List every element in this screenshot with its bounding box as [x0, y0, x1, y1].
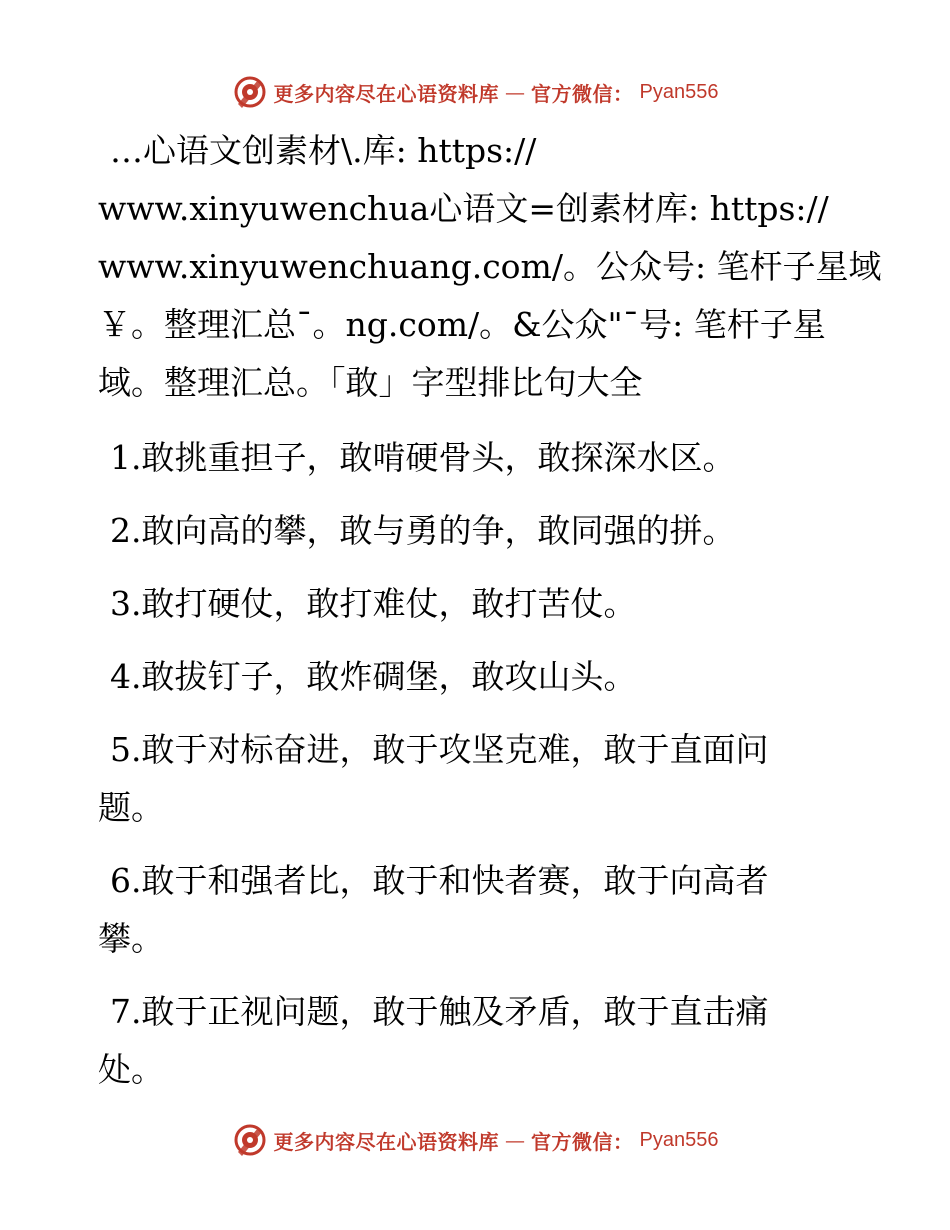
- intro-line: 域。整理汇总。「敢」字型排比句大全: [98, 363, 643, 402]
- pen-logo-icon: [232, 1122, 268, 1158]
- intro-line: ￥。整理汇总¯。ng.com/。&公众"¯号: 笔杆子星: [98, 305, 826, 344]
- list-item-text: 5.敢于对标奋进，敢于攻坚克难，敢于直面问: [110, 730, 769, 769]
- intro-line: www.xinyuwenchuang.com/。公众号: 笔杆子星域: [98, 247, 882, 286]
- list-item-text: 7.敢于正视问题，敢于触及矛盾，敢于直击痛: [110, 992, 769, 1031]
- list-item-text: 攀。: [98, 919, 164, 958]
- list-item-text: 处。: [98, 1050, 164, 1089]
- footer-banner: [0, 1118, 950, 1162]
- list-item-text: 2.敢向高的攀，敢与勇的争，敢同强的拼。: [110, 511, 736, 550]
- pen-logo-icon: [232, 74, 268, 110]
- banner-text: 更多内容尽在心语资料库: [273, 81, 500, 106]
- list-item: [98, 721, 858, 837]
- intro-line: …心语文创素材\.库: https://: [110, 131, 537, 170]
- list-item-text: 3.敢打硬仗，敢打难仗，敢打苦仗。: [110, 584, 637, 623]
- list-item: [98, 648, 858, 706]
- list-item-text: 题。: [98, 788, 164, 827]
- list-item-text: 1.敢挑重担子，敢啃硬骨头，敢探深水区。: [110, 438, 736, 477]
- banner-wechat-label: 官方微信：: [531, 81, 634, 106]
- header-banner: [0, 70, 950, 114]
- list-item: [98, 429, 858, 487]
- intro-line: www.xinyuwenchua心语文=创素材库: https://: [98, 189, 829, 228]
- banner-wechat-id: Pyan556: [639, 1128, 719, 1151]
- banner-wechat-id: Pyan556: [639, 80, 719, 103]
- intro-paragraph: [98, 122, 882, 412]
- list-item-text: 6.敢于和强者比，敢于和快者赛，敢于向高者: [110, 861, 769, 900]
- list-item: [98, 502, 858, 560]
- list-item-text: 4.敢拔钉子，敢炸碉堡，敢攻山头。: [110, 657, 637, 696]
- document-body: [98, 122, 882, 1099]
- list-item: [98, 852, 858, 968]
- list-item: [98, 983, 858, 1099]
- banner-text: 更多内容尽在心语资料库: [273, 1129, 500, 1154]
- list-item: [98, 575, 858, 633]
- banner-separator: —: [505, 1128, 526, 1152]
- banner-separator: —: [505, 80, 526, 104]
- banner-wechat-label: 官方微信：: [531, 1129, 634, 1154]
